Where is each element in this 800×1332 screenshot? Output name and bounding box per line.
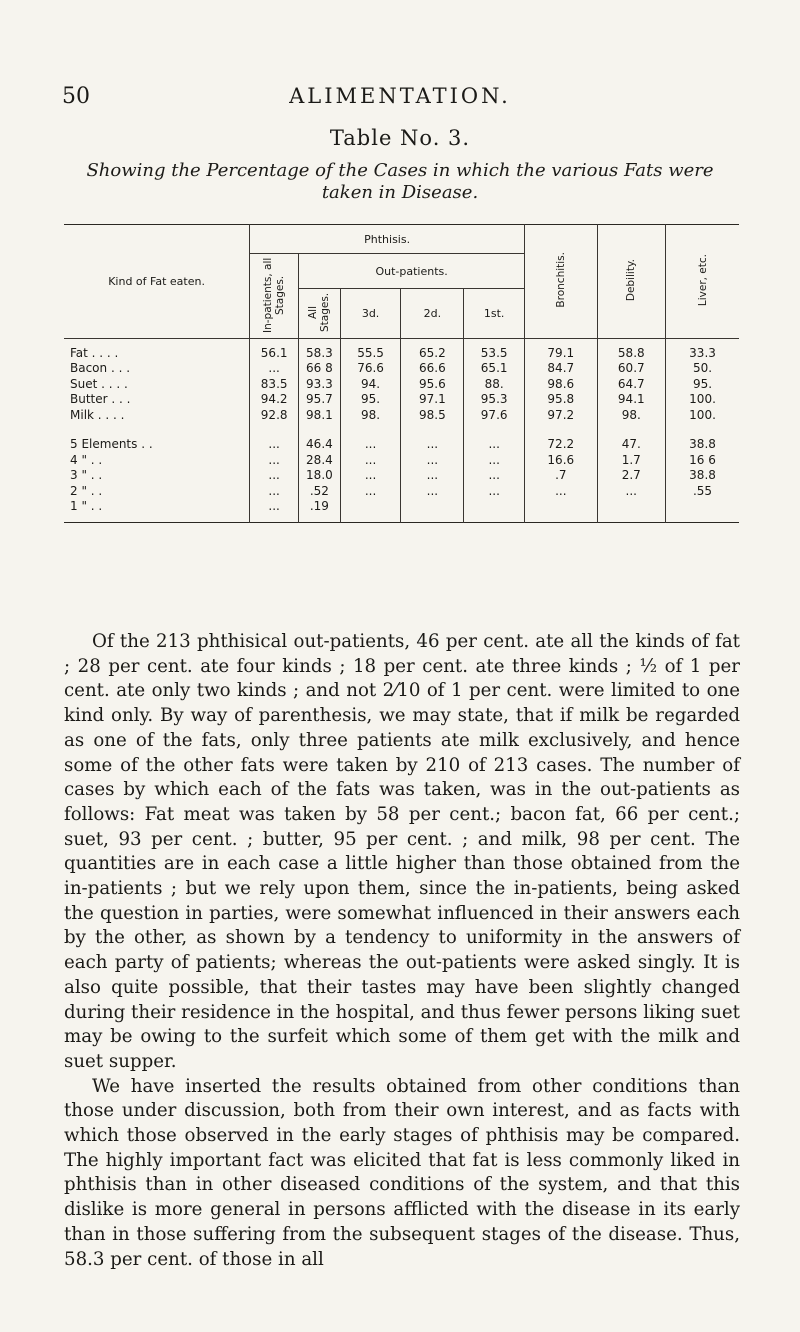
cell-second: 95.6 <box>401 376 464 392</box>
cell-bronchitis: 97.2 <box>525 407 597 423</box>
cell-in-patients: ... <box>250 499 299 523</box>
cell-first: 95.3 <box>464 392 525 408</box>
cell-debility: 58.8 <box>597 339 666 361</box>
cell-bronchitis: 84.7 <box>525 361 597 377</box>
table-row <box>64 392 739 408</box>
paragraph: We have inserted the results obtained from other conditions than those under discussion, both from their own interest, and as facts with which those observed in the early stages of phthisis may be compared. The highly important fact was elicited that fat is less commonly liked in phthisis than in other diseased conditions of the system, and that this dislike is more general in persons afflicted with the disease in its early than in those suffering from the subsequent stages of the disease. Thus, 58.3 per cent. of those in all <box>64 1075 740 1270</box>
cell-in-patients: 94.2 <box>250 392 299 408</box>
table-row <box>64 376 739 392</box>
cell-in-patients: ... <box>250 468 299 484</box>
cell-debility: 64.7 <box>597 376 666 392</box>
header-bronchitis-label: Bronchitis. <box>554 252 567 308</box>
header-all-stages-label: All Stages. <box>307 292 332 332</box>
cell-second: 98.5 <box>401 407 464 423</box>
table-row <box>64 407 739 423</box>
cell-bronchitis: ... <box>525 483 597 499</box>
cell-third: ... <box>340 437 401 453</box>
cell-debility <box>597 499 666 523</box>
cell-first: 88. <box>464 376 525 392</box>
table-row <box>64 499 739 523</box>
table-row <box>64 361 739 377</box>
table-spacer <box>64 423 739 437</box>
header-out-patients: Out-patients. <box>299 254 525 289</box>
cell-third: ... <box>340 483 401 499</box>
cell-all-stages: 66 8 <box>299 361 341 377</box>
cell-debility: 1.7 <box>597 452 666 468</box>
cell-third: ... <box>340 468 401 484</box>
cell-debility: 94.1 <box>597 392 666 408</box>
cell-second: ... <box>401 468 464 484</box>
header-debility <box>597 225 666 339</box>
cell-bronchitis: 98.6 <box>525 376 597 392</box>
fat-rows <box>64 339 739 523</box>
cell-first: 97.6 <box>464 407 525 423</box>
cell-in-patients: 83.5 <box>250 376 299 392</box>
header-debility-label: Debility. <box>625 258 638 302</box>
cell-first <box>464 499 525 523</box>
row-kind: Fat . . . . <box>70 345 119 360</box>
row-kind: Milk . . . . <box>70 407 125 422</box>
row-kind: 5 Elements . . <box>70 437 153 452</box>
header-liver-label: Liver, etc. <box>696 253 709 307</box>
cell-bronchitis: 16.6 <box>525 452 597 468</box>
cell-debility: 2.7 <box>597 468 666 484</box>
cell-bronchitis: 72.2 <box>525 437 597 453</box>
cell-all-stages: 18.0 <box>299 468 341 484</box>
cell-liver: .55 <box>666 483 739 499</box>
row-kind: Suet . . . . <box>70 376 128 391</box>
table-row <box>64 468 739 484</box>
cell-second: ... <box>401 452 464 468</box>
cell-all-stages: 28.4 <box>299 452 341 468</box>
cell-third <box>340 499 401 523</box>
header-first: 1st. <box>464 289 525 339</box>
cell-third: 94. <box>340 376 401 392</box>
cell-second: ... <box>401 437 464 453</box>
header-phthisis: Phthisis. <box>250 225 525 254</box>
row-kind: 2 " . . <box>70 483 103 498</box>
cell-in-patients: ... <box>250 437 299 453</box>
header-in-patients-label: In-patients, all Stages. <box>262 256 287 333</box>
running-head: ALIMENTATION. <box>289 84 511 108</box>
cell-liver: 38.8 <box>666 437 739 453</box>
table-title: Table No. 3. <box>329 126 471 150</box>
cell-all-stages: 93.3 <box>299 376 341 392</box>
header-all-stages <box>299 289 341 339</box>
row-kind: Butter . . . <box>70 392 131 407</box>
cell-liver <box>666 499 739 523</box>
paragraph: Of the 213 phthisical out-patients, 46 per cent. ate all the kinds of fat ; 28 per cent. ate four kinds ; 18 per cent. ate three kinds ; ½ of 1 per cent. ate only two kinds ; and not 2⁄10 of 1 per cent. were limited to one kind only. By way of parenthesis, we may state, that if milk be regarded as one of the fats, only three patients ate milk exclusively, and hence some of the other fats were taken by 210 of 213 cases. The number of cases by which each of the fats was taken, was in the out-patients as follows: Fat meat was taken by 58 per cent.; bacon fat, 66 per cent.; suet, 93 per cent. ; butter, 95 per cent. ; and milk, 98 per cent. The quantities are in each case a little higher than those obtained from the in-patients ; but we rely upon them, since the in-patients, being asked the question in parties, were somewhat influenced in their answers each by the other, as shown by a tendency to uniformity in the answers of each party of patients; whereas the out-patients were asked singly. It is also quite possible, that their tastes may have been slightly changed during their residence in the hospital, and thus fewer persons liking suet may be owing to the surfeit which some of them get with the milk and suet supper. <box>64 631 740 1072</box>
cell-second: 66.6 <box>401 361 464 377</box>
fats-table <box>64 224 739 523</box>
cell-all-stages: 46.4 <box>299 437 341 453</box>
cell-second <box>401 499 464 523</box>
cell-third: 76.6 <box>340 361 401 377</box>
cell-first: 65.1 <box>464 361 525 377</box>
cell-first: ... <box>464 452 525 468</box>
cell-debility: 60.7 <box>597 361 666 377</box>
table-row <box>64 437 739 453</box>
cell-liver: 50. <box>666 361 739 377</box>
cell-second: ... <box>401 483 464 499</box>
table-row <box>64 483 739 499</box>
cell-first: ... <box>464 468 525 484</box>
cell-liver: 100. <box>666 407 739 423</box>
header-in-patients <box>250 254 299 339</box>
cell-bronchitis: .7 <box>525 468 597 484</box>
cell-bronchitis: 79.1 <box>525 339 597 361</box>
cell-all-stages: 58.3 <box>299 339 341 361</box>
row-kind: 3 " . . <box>70 468 103 483</box>
header-second: 2d. <box>401 289 464 339</box>
cell-all-stages: .19 <box>299 499 341 523</box>
cell-third: 95. <box>340 392 401 408</box>
cell-third: ... <box>340 452 401 468</box>
header-third: 3d. <box>340 289 401 339</box>
table-row <box>64 339 739 361</box>
row-kind: Bacon . . . <box>70 361 131 376</box>
cell-liver: 100. <box>666 392 739 408</box>
row-kind: 4 " . . <box>70 452 103 467</box>
row-kind: 1 " . . <box>70 499 103 514</box>
cell-in-patients: ... <box>250 452 299 468</box>
cell-all-stages: 95.7 <box>299 392 341 408</box>
header-bronchitis <box>525 225 597 339</box>
cell-third: 55.5 <box>340 339 401 361</box>
table-caption: Showing the Percentage of the Cases in which the various Fats were taken in Disease. <box>86 160 714 203</box>
header-kind: Kind of Fat eaten. <box>64 225 250 339</box>
header-liver <box>666 225 739 339</box>
cell-liver: 16 6 <box>666 452 739 468</box>
cell-first: ... <box>464 483 525 499</box>
cell-liver: 33.3 <box>666 339 739 361</box>
cell-first: 53.5 <box>464 339 525 361</box>
body-text <box>64 630 740 1272</box>
table-row <box>64 452 739 468</box>
cell-in-patients: 56.1 <box>250 339 299 361</box>
cell-liver: 38.8 <box>666 468 739 484</box>
cell-debility: 98. <box>597 407 666 423</box>
cell-all-stages: .52 <box>299 483 341 499</box>
cell-in-patients: ... <box>250 483 299 499</box>
cell-all-stages: 98.1 <box>299 407 341 423</box>
cell-bronchitis <box>525 499 597 523</box>
cell-third: 98. <box>340 407 401 423</box>
cell-second: 97.1 <box>401 392 464 408</box>
cell-bronchitis: 95.8 <box>525 392 597 408</box>
cell-in-patients: 92.8 <box>250 407 299 423</box>
cell-debility: 47. <box>597 437 666 453</box>
cell-debility: ... <box>597 483 666 499</box>
page-number: 50 <box>62 84 90 109</box>
cell-first: ... <box>464 437 525 453</box>
cell-in-patients: ... <box>250 361 299 377</box>
cell-second: 65.2 <box>401 339 464 361</box>
cell-liver: 95. <box>666 376 739 392</box>
